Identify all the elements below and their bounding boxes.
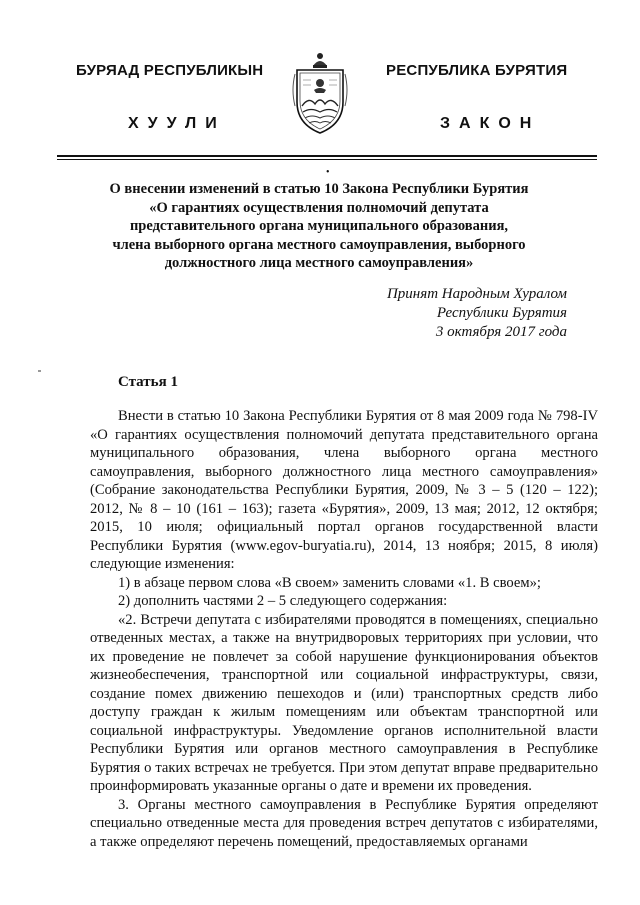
- header-right-top: РЕСПУБЛИКА БУРЯТИЯ: [386, 62, 568, 79]
- header-right-bottom: ЗАКОН: [440, 115, 541, 132]
- paragraph: 3. Органы местного самоуправления в Республике Бурятия определяют специально отведенные места для проведения встреч депутатов с избирателями, а также определяют перечень помещений, предоставляемых органами: [90, 796, 598, 850]
- adoption-line: Республики Бурятия: [436, 305, 567, 321]
- scan-dot: •: [326, 167, 330, 178]
- law-title-line: «О гарантиях осуществления полномочий депутата: [149, 199, 489, 216]
- article-body: [90, 407, 598, 851]
- header-left-bottom: ХУУЛИ: [128, 115, 226, 132]
- adoption-line: Принят Народным Хуралом: [386, 286, 567, 302]
- header-left-top: БУРЯАД РЕСПУБЛИКЫН: [76, 62, 264, 79]
- paragraph: «2. Встречи депутата с избирателями проводятся в помещениях, специально отведенных местах, а также на внутридворовых территориях при условии, что их проведение не повлечет за собой нарушение функционирования объектов жизнеобеспечения, транспортной или социальной инфраструктуры, связи, создание помех движению пешеходов и (или) транспортных средств либо доступу граждан к жилым помещениям или объектам транспортной или социальной инфраструктуры. Уведомление органов исполнительной власти Республики Бурятия или органов местного самоуправления в Республике Бурятия о таких встречах не требуется. При этом депутат вправе предварительно проинформировать указанные органы о дате и времени их проведения.: [90, 611, 598, 794]
- law-title: [88, 180, 550, 273]
- paragraph: 1) в абзаце первом слова «В своем» заменить словами «1. В своем»;: [118, 574, 541, 591]
- header-divider-thick: [57, 155, 597, 157]
- buryatia-coat-of-arms-icon: [291, 50, 349, 136]
- article-heading: Статья 1: [118, 374, 178, 390]
- paragraph: Внести в статью 10 Закона Республики Бурятия от 8 мая 2009 года № 798-IV «О гарантиях осуществления полномочий депутата представительного органа муниципального образования, члена выборного органа местного самоуправления, выборного должностного лица местного самоуправления» (Собрание законодательства Республики Бурятия, 2009, № 3 – 5 (120 – 122); 2012, № 8 – 10 (161 – 163); газета «Бурятия», 2009, 13 мая; 2012, 12 октября; 2015, 10 июля; официальный портал органов государственной власти Республики Бурятия (www.egov-buryatia.ru), 2014, 13 ноября; 2015, 8 июля) следующие изменения:: [90, 408, 598, 572]
- law-title-line: О внесении изменений в статью 10 Закона Республики Бурятия: [109, 181, 529, 197]
- law-title-line: представительного органа муниципального образования,: [129, 218, 509, 234]
- law-title-line: должностного лица местного самоуправления»: [164, 255, 474, 271]
- header-divider-thin: [57, 159, 597, 160]
- adoption-line: 3 октября 2017 года: [435, 324, 567, 340]
- law-title-line: члена выборного органа местного самоуправления, выборного: [112, 236, 526, 253]
- adoption-note: [387, 285, 567, 342]
- margin-mark: [38, 370, 41, 372]
- paragraph: 2) дополнить частями 2 – 5 следующего содержания:: [118, 593, 448, 609]
